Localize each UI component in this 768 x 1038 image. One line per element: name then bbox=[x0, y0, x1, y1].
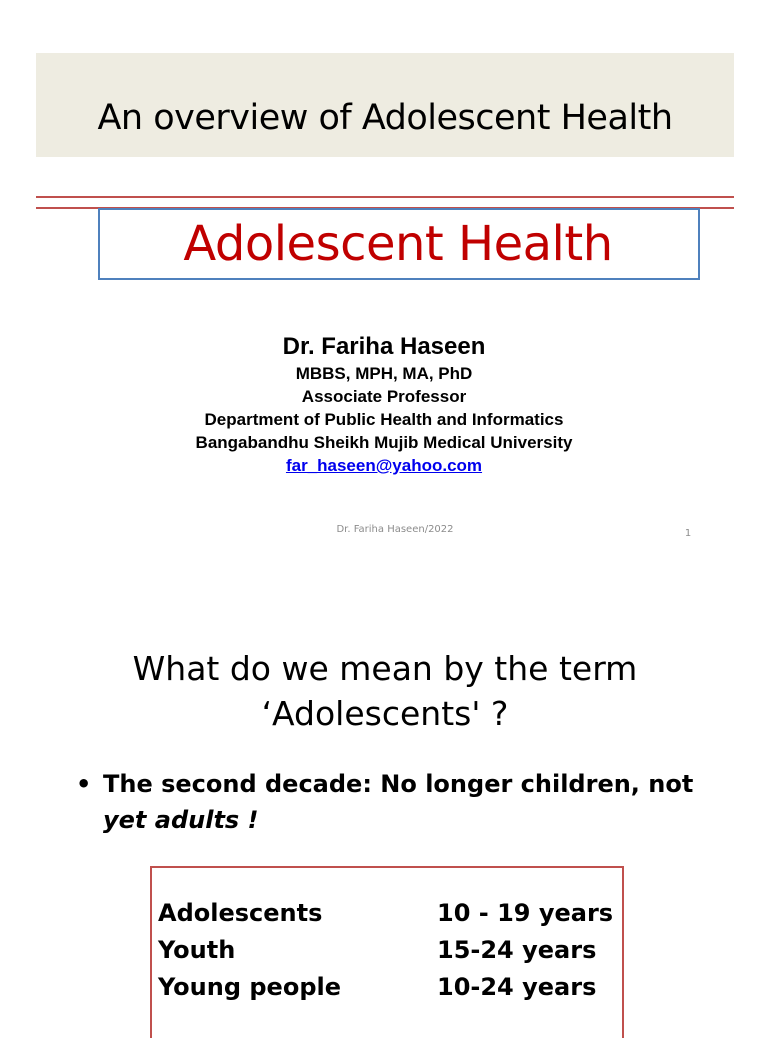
author-info bbox=[100, 332, 668, 477]
author-name: Dr. Fariha Haseen bbox=[282, 333, 486, 360]
slide-header-title: An overview of Adolescent Health bbox=[97, 98, 673, 138]
author-department: Department of Public Health and Informatics bbox=[204, 410, 564, 429]
author-degrees: MBBS, MPH, MA, PhD bbox=[295, 364, 473, 383]
bullet-text-italic: yet adults ! bbox=[103, 806, 259, 834]
definition-term: Youth bbox=[158, 936, 236, 964]
definition-range: 10-24 years bbox=[437, 973, 597, 1001]
bullet-point bbox=[76, 766, 726, 838]
bullet-text bbox=[103, 766, 726, 838]
main-title: Adolescent Health bbox=[183, 216, 613, 272]
slide2-title bbox=[60, 646, 710, 736]
author-position: Associate Professor bbox=[301, 387, 467, 406]
bullet-text-normal: The second decade: No longer children, not bbox=[103, 770, 694, 798]
definition-range: 15-24 years bbox=[437, 936, 597, 964]
slide-footer: Dr. Fariha Haseen/2022 bbox=[336, 524, 454, 535]
slide2-title-line2: ‘Adolescents' ? bbox=[261, 694, 509, 733]
definition-term: Adolescents bbox=[158, 899, 323, 927]
slide2-title-line1: What do we mean by the term bbox=[132, 649, 638, 688]
bullet-marker: • bbox=[76, 770, 92, 798]
definition-range: 10 - 19 years bbox=[437, 899, 614, 927]
page-number: 1 bbox=[684, 528, 692, 539]
definition-term: Young people bbox=[158, 973, 341, 1001]
author-university: Bangabandhu Sheikh Mujib Medical University bbox=[195, 433, 573, 452]
divider-line-top bbox=[36, 196, 734, 198]
author-email-link[interactable]: far_haseen@yahoo.com bbox=[285, 456, 483, 475]
